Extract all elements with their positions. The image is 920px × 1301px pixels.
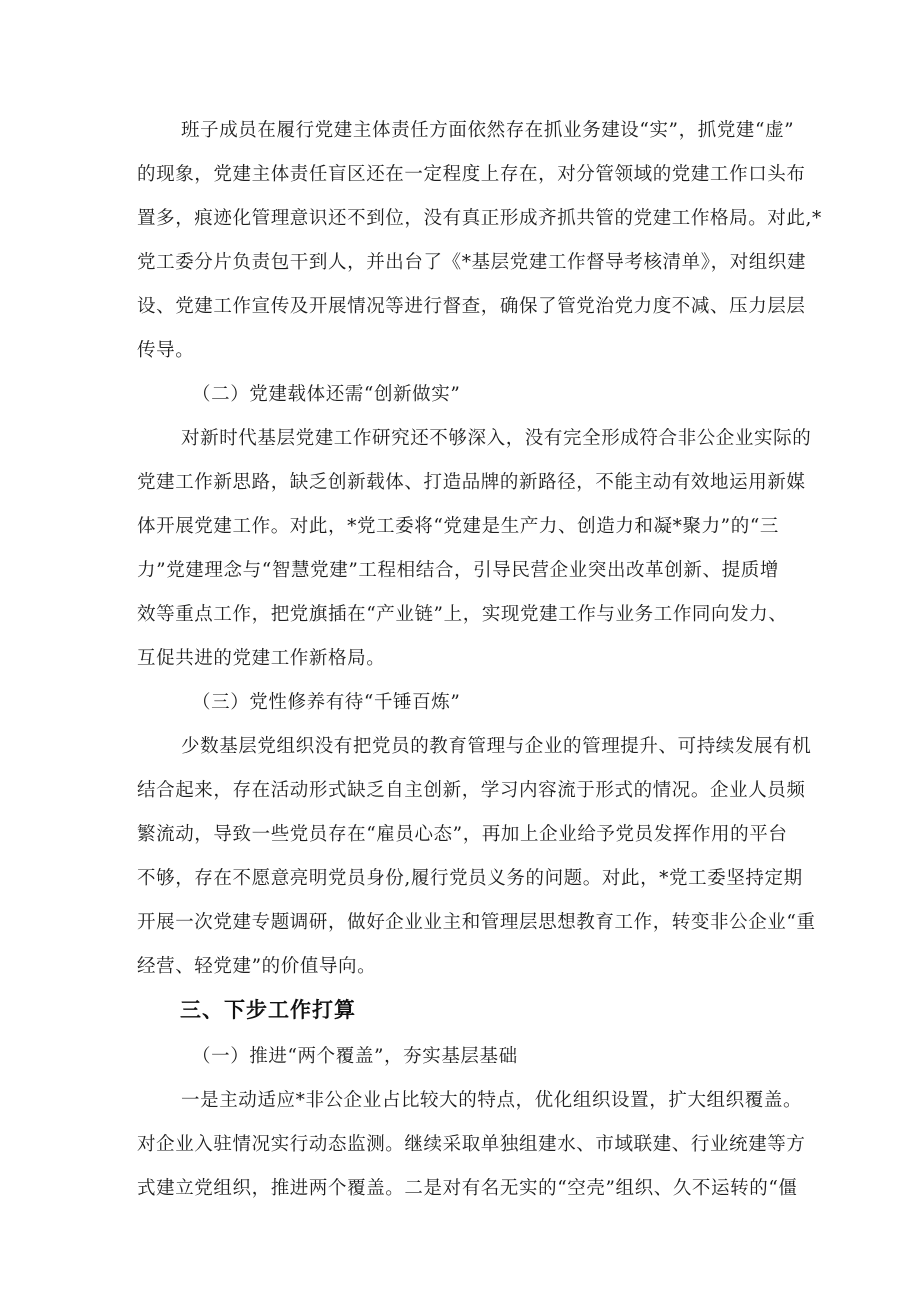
paragraph-line: 置多，痕迹化管理意识还不到位，没有真正形成齐抓共管的党建工作格局。对此,* xyxy=(137,208,822,229)
paragraph-line: 的现象，党建主体责任盲区还在一定程度上存在，对分管领域的党建工作口头布 xyxy=(137,164,806,185)
paragraph-line: 传导。 xyxy=(137,340,195,361)
paragraph-line: 互促共进的党建工作新格局。 xyxy=(137,648,386,669)
paragraph-line: 效等重点工作，把党旗插在“产业链”上，实现党建工作与业务工作同向发力、 xyxy=(137,604,788,625)
paragraph-line: 党建工作新思路，缺乏创新载体、打造品牌的新路径，不能主动有效地运用新媒 xyxy=(137,472,806,493)
paragraph-line: 力”党建理念与“智慧党建”工程相结合，引导民营企业突出改革创新、提质增 xyxy=(137,560,779,581)
paragraph-line: 党工委分片负责包干到人，并出台了《*基层党建工作督导考核清单》，对组织建 xyxy=(137,252,807,273)
section-heading: （三）党性修养有待“千锤百炼” xyxy=(192,692,461,713)
paragraph-line: 班子成员在履行党建主体责任方面依然存在抓业务建设“实”，抓党建“虚” xyxy=(181,120,795,141)
paragraph-line: 繁流动，导致一些党员存在“雇员心态”，再加上企业给予党员发挥作用的平台 xyxy=(137,824,788,845)
paragraph-line: 结合起来，存在活动形式缺乏自主创新，学习内容流于形式的情况。企业人员频 xyxy=(137,780,806,801)
paragraph-line: 式建立党组织，推进两个覆盖。二是对有名无实的“空壳”组织、久不运转的“僵 xyxy=(137,1178,798,1199)
paragraph-line: 对新时代基层党建工作研究还不够深入，没有完全形成符合非公企业实际的 xyxy=(181,428,812,449)
paragraph-line: 体开展党建工作。对此，*党工委将“党建是生产力、创造力和凝*聚力”的“三 xyxy=(137,516,779,537)
paragraph-line: 一是主动适应*非公企业占比较大的特点，优化组织设置，扩大组织覆盖。 xyxy=(181,1090,803,1111)
section-heading: （二）党建载体还需“创新做实” xyxy=(192,384,461,405)
paragraph-line: 不够，存在不愿意亮明党员身份,履行党员义务的问题。对此，*党工委坚持定期 xyxy=(137,868,803,889)
paragraph-line: 少数基层党组织没有把党员的教育管理与企业的管理提升、可持续发展有机 xyxy=(181,736,812,757)
section-heading: （一）推进“两个覆盖”，夯实基层基础 xyxy=(192,1046,518,1067)
paragraph-line: 开展一次党建专题调研，做好企业业主和管理层思想教育工作，转变非公企业“重 xyxy=(137,912,816,933)
paragraph-line: 对企业入驻情况实行动态监测。继续采取单独组建水、市域联建、行业统建等方 xyxy=(137,1134,806,1155)
chapter-heading: 三、下步工作打算 xyxy=(180,998,356,1022)
paragraph-line: 设、党建工作宣传及开展情况等进行督查，确保了管党治党力度不减、压力层层 xyxy=(137,296,806,317)
paragraph-line: 经营、轻党建”的价值导向。 xyxy=(137,956,377,977)
